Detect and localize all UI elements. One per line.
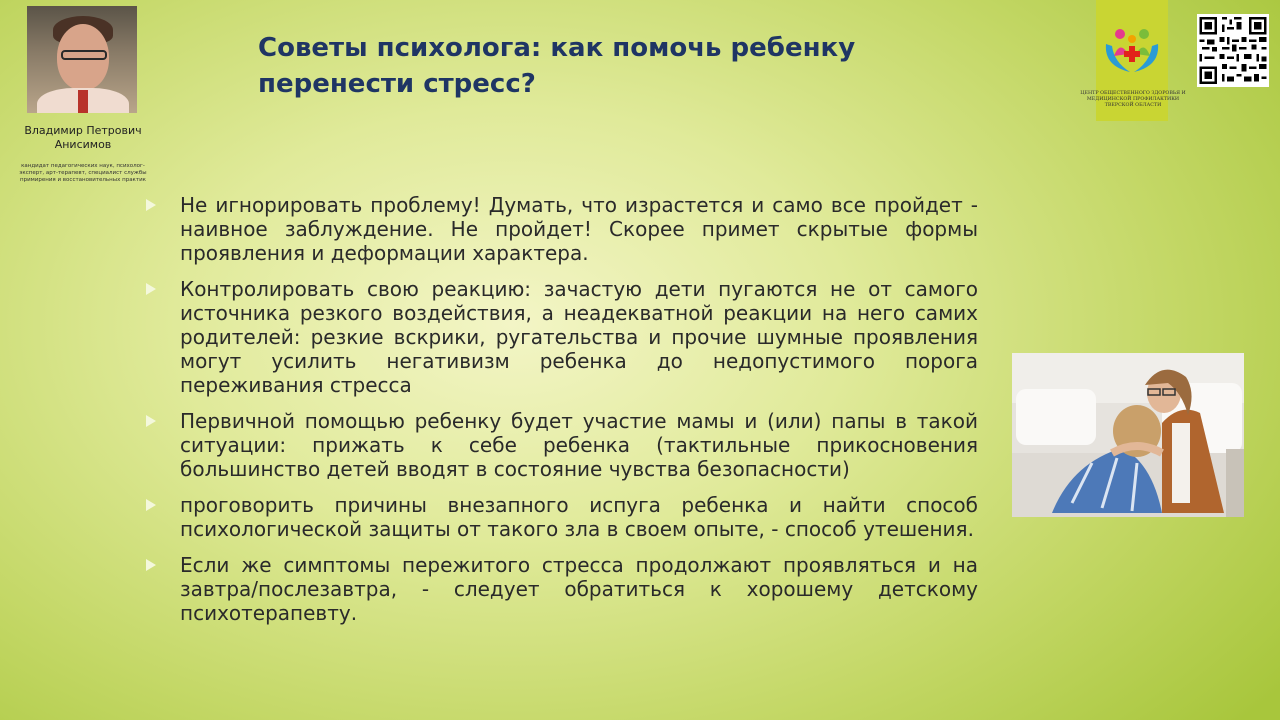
bullet-arrow-icon [146, 415, 156, 427]
bullet-arrow-icon [146, 199, 156, 211]
list-item: Если же симптомы пережитого стресса продолжают проявляться и на завтра/послезавтра, - следует обратиться к хорошему детскому психотерапевту. [146, 553, 978, 625]
advice-list [146, 193, 978, 637]
bullet-arrow-icon [146, 559, 156, 571]
bullet-arrow-icon [146, 283, 156, 295]
family-hands-icon [1100, 22, 1164, 74]
list-item: Первичной помощью ребенку будет участие мамы и (или) папы в такой ситуации: прижать к себе ребенка (тактильные прикосновения большинство детей вводят в состояние чувства безопасности) [146, 409, 978, 481]
list-item: проговорить причины внезапного испуга ребенка и найти способ психологической защиты от такого зла в своем опыте, - способ утешения. [146, 493, 978, 541]
author-name: Владимир Петрович Анисимов [24, 124, 142, 151]
bullet-arrow-icon [146, 499, 156, 511]
logo-caption: ЦЕНТР ОБЩЕСТВЕННОГО ЗДОРОВЬЯ И МЕДИЦИНСКОЙ ПРОФИЛАКТИКИ ТВЕРСКОЙ ОБЛАСТИ [1080, 91, 1186, 108]
qr-code-icon [1197, 14, 1269, 87]
author-description: кандидат педагогических наук, психолог-эксперт, арт-терапевт, специалист службы примирения и восстановительных практик [19, 163, 147, 183]
list-item: Не игнорировать проблему! Думать, что израстется и само все пройдет - наивное заблуждение. Не пройдет! Скорее примет скрытые формы проявления и деформации характера. [146, 193, 978, 265]
list-item: Контролировать свою реакцию: зачастую дети пугаются не от самого источника резкого воздействия, а неадекватной реакции на него самих родителей: резкие вскрики, ругательства и прочие шумные проявления могут усилить негативизм ребенка до недопустимого порога переживания стресса [146, 277, 978, 397]
mother-comforting-child-photo [1012, 353, 1244, 517]
author-photo [27, 6, 137, 113]
slide-title: Советы психолога: как помочь ребенку перенести стресс? [258, 33, 856, 99]
